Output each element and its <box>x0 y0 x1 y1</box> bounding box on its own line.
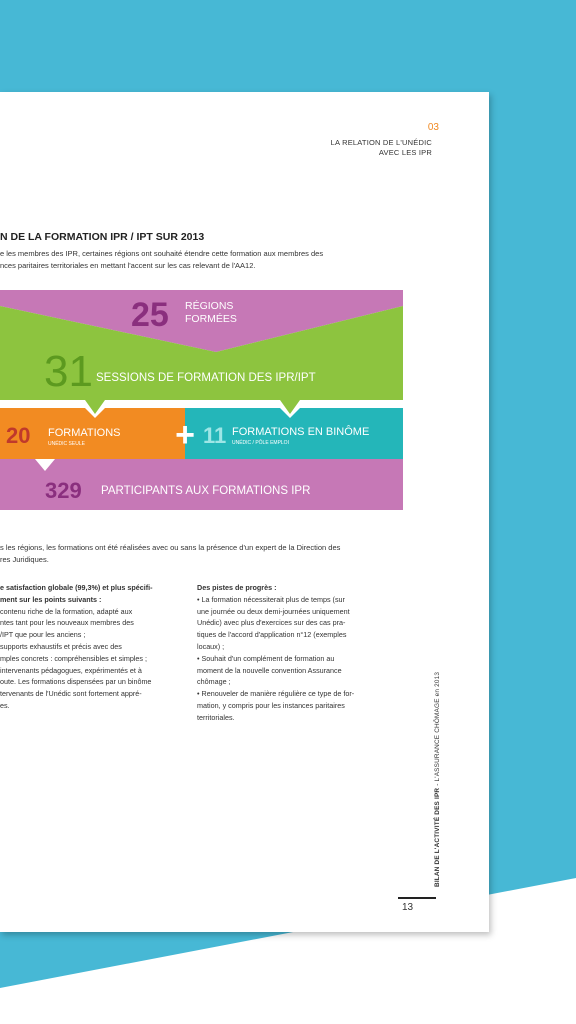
progress-line: locaux) ; <box>197 641 225 651</box>
section-title: N DE LA FORMATION IPR / IPT SUR 2013 <box>0 231 205 243</box>
progress-heading: Des pistes de progrès : <box>197 583 277 592</box>
formations-number: 20 <box>6 423 31 448</box>
intro-line: e les membres des IPR, certaines régions ont souhaité étendre cette formation aux membres des <box>0 249 324 258</box>
satisfaction-line: tervenants de l'Unédic sont fortement appré- <box>0 689 142 699</box>
regions-label-line2: FORMÉES <box>185 313 237 325</box>
chapter-number: 03 <box>427 122 439 133</box>
training-infographic <box>0 290 410 520</box>
report-side-title <box>434 671 441 887</box>
formations-label: FORMATIONS <box>48 427 121 439</box>
satisfaction-line: /IPT que pour les anciens ; <box>0 630 86 640</box>
document-page <box>0 92 489 932</box>
body-line: res Juridiques. <box>0 555 49 564</box>
binome-number: 11 <box>203 423 227 448</box>
sessions-number: 31 <box>44 347 93 396</box>
plus-sign: + <box>175 416 195 454</box>
regions-number: 25 <box>131 296 169 334</box>
binome-sub: UNÉDIC / PÔLE EMPLOI <box>232 440 289 446</box>
progress-line: une journée ou deux demi-journées uniquement <box>197 606 350 616</box>
intro-paragraph <box>0 248 402 272</box>
satisfaction-line: ntes tant pour les nouveaux membres des <box>0 618 134 628</box>
report-side-title-bold: BILAN DE L'ACTIVITÉ DES IPR <box>434 787 441 887</box>
satisfaction-column <box>0 582 185 712</box>
progress-line: • Renouveler de manière régulière ce type de for- <box>197 689 355 699</box>
progress-line: chômage ; <box>197 677 231 687</box>
participants-number: 329 <box>45 478 82 503</box>
progress-line: territoriales. <box>197 712 235 722</box>
satisfaction-line: supports exhaustifs et précis avec des <box>0 641 122 651</box>
chapter-title <box>331 138 432 158</box>
satisfaction-line: es. <box>0 700 10 710</box>
sessions-label: SESSIONS DE FORMATION DES IPR/IPT <box>96 372 316 384</box>
progress-line: mation, y compris pour les instances paritaires <box>197 700 345 710</box>
participants-label: PARTICIPANTS AUX FORMATIONS IPR <box>101 485 311 497</box>
body-line: s les régions, les formations ont été réalisées avec ou sans la présence d'un expert de la Direction des <box>0 543 341 552</box>
progress-line: • Souhait d'un complément de formation au <box>197 653 335 663</box>
satisfaction-line: intervenants pédagogues, expérimentés et à <box>0 665 142 675</box>
satisfaction-line: oute. Les formations dispensées par un binôme <box>0 677 152 687</box>
binome-label: FORMATIONS EN BINÔME <box>232 426 370 438</box>
body-paragraph <box>0 542 402 566</box>
page-number: 13 <box>402 902 414 913</box>
satisfaction-line: mples concrets : compréhensibles et simples ; <box>0 653 148 663</box>
chapter-title-line2: AVEC LES IPR <box>378 148 432 157</box>
satisfaction-heading: ment sur les points suivants : <box>0 594 102 604</box>
progress-line: tiques de l'accord d'application n°12 (exemples <box>197 630 347 640</box>
page-number-rule <box>398 897 436 899</box>
intro-line: nces paritaires territoriales en mettant l'accent sur les cas relevant de l'AA12. <box>0 261 256 270</box>
progress-column <box>197 582 402 724</box>
report-side-title-rest: - L'ASSURANCE CHÔMAGE en 2013 <box>434 671 441 788</box>
formations-sub: UNÉDIC SEULE <box>48 441 85 447</box>
regions-label-line1: RÉGIONS <box>185 300 234 312</box>
progress-line: Unédic) avec plus d'exercices sur des cas pra- <box>197 618 346 628</box>
satisfaction-heading: e satisfaction globale (99,3%) et plus spécifi- <box>0 583 153 592</box>
progress-line: • La formation nécessiterait plus de temps (sur <box>197 594 345 604</box>
satisfaction-line: contenu riche de la formation, adapté aux <box>0 606 133 616</box>
progress-line: moment de la nouvelle convention Assurance <box>197 665 342 675</box>
chapter-title-line1: LA RELATION DE L'UNÉDIC <box>330 138 432 147</box>
